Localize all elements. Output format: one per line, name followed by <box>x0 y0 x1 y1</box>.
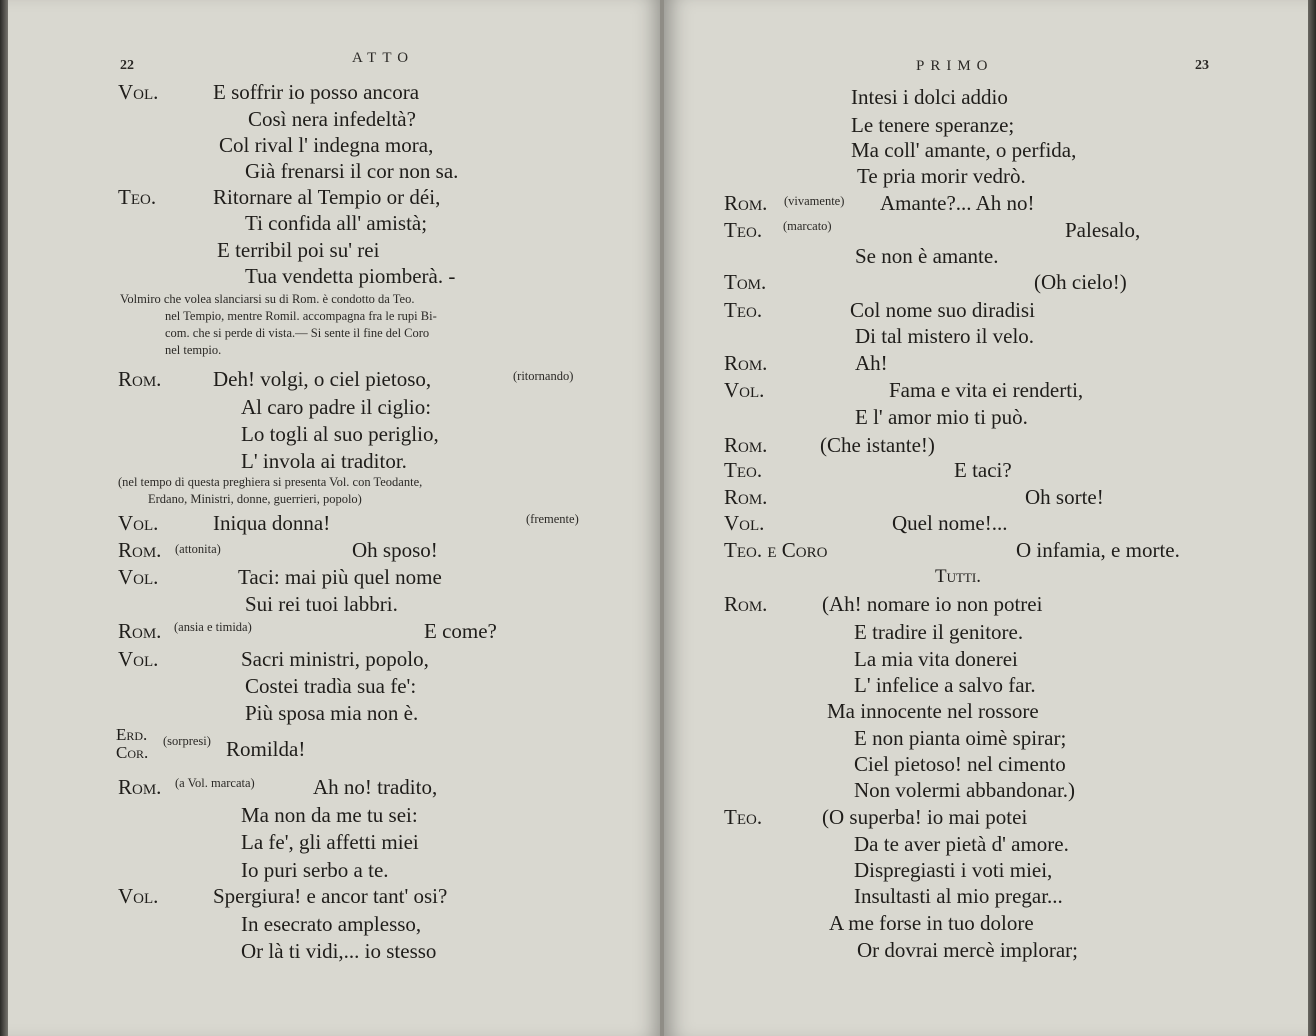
verse-line: (Ah! nomare io non potrei <box>822 592 1043 616</box>
right-page <box>664 0 1310 1036</box>
speaker: Teo. <box>724 458 763 482</box>
verse-line: A me forse in tuo dolore <box>829 911 1034 935</box>
verse-line: Fama e vita ei renderti, <box>889 378 1084 402</box>
page-number: 22 <box>120 58 134 73</box>
verse-line: Ciel pietoso! nel cimento <box>854 752 1066 776</box>
speaker: Vol. <box>724 511 765 535</box>
verse-line: Di tal mistero il velo. <box>855 324 1035 348</box>
verse-line: Costei tradìa sua fe': <box>245 674 417 698</box>
verse-line: Oh sposo! <box>352 538 438 562</box>
verse-line: (Oh cielo!) <box>1034 270 1127 294</box>
speaker: Cor. <box>116 743 149 762</box>
speaker: Rom. <box>724 433 768 457</box>
section-heading: Tutti. <box>935 566 981 587</box>
verse-line: Insultasti al mio pregar... <box>854 884 1063 908</box>
verse-line: Ritornare al Tempio or déi, <box>213 185 441 209</box>
stage-direction: (ritornando) <box>513 369 574 383</box>
verse-line: Da te aver pietà d' amore. <box>854 832 1069 856</box>
verse-line: Io puri serbo a te. <box>241 858 389 882</box>
verse-line: E non pianta oimè spirar; <box>854 726 1067 750</box>
verse-line: Lo togli al suo periglio, <box>241 422 439 446</box>
verse-line: Ma coll' amante, o perfida, <box>851 138 1077 162</box>
stage-direction: com. che si perde di vista.— Si sente il fine del Coro <box>165 326 430 340</box>
verse-line: Ma non da me tu sei: <box>241 803 418 827</box>
speaker: Teo. e Coro <box>724 538 828 562</box>
running-header: ATTO <box>352 50 415 66</box>
verse-line: Quel nome!... <box>892 511 1008 535</box>
verse-line: L' infelice a salvo far. <box>854 673 1036 697</box>
stage-direction: (vivamente) <box>784 194 845 208</box>
verse-line: Al caro padre il ciglio: <box>241 395 432 419</box>
verse-line: La fe', gli affetti miei <box>241 830 419 854</box>
speaker: Rom. <box>724 592 768 616</box>
speaker: Vol. <box>118 565 159 589</box>
speaker: Rom. <box>118 619 162 643</box>
left-page <box>8 0 662 1036</box>
verse-line: Se non è amante. <box>855 244 999 268</box>
speaker: Teo. <box>118 185 157 209</box>
verse-line: E soffrir io posso ancora <box>213 80 420 104</box>
verse-line: (Che istante!) <box>820 433 935 457</box>
verse-line: (O superba! io mai potei <box>822 805 1028 829</box>
verse-line: Te pria morir vedrò. <box>857 164 1026 188</box>
stage-direction: (fremente) <box>526 512 579 526</box>
speaker: Vol. <box>118 647 159 671</box>
verse-line: Sacri ministri, popolo, <box>241 647 429 671</box>
running-header: PRIMO <box>916 58 994 74</box>
verse-line: Ma innocente nel rossore <box>827 699 1039 723</box>
stage-direction: Volmiro che volea slanciarsi su di Rom. è condotto da Teo. <box>120 292 415 306</box>
speaker: Erd. <box>116 725 148 744</box>
stage-direction: (attonita) <box>175 542 221 556</box>
verse-line: In esecrato amplesso, <box>241 912 422 936</box>
verse-line: Palesalo, <box>1065 218 1141 242</box>
speaker: Rom. <box>724 351 768 375</box>
speaker: Vol. <box>118 80 159 104</box>
speaker: Rom. <box>118 538 162 562</box>
verse-line: Deh! volgi, o ciel pietoso, <box>213 367 432 391</box>
verse-line: E taci? <box>954 458 1012 482</box>
speaker: Rom. <box>724 191 768 215</box>
stage-direction: nel Tempio, mentre Romil. accompagna fra le rupi Bi- <box>165 309 437 323</box>
speaker: Rom. <box>118 775 162 799</box>
verse-line: Oh sorte! <box>1025 485 1104 509</box>
verse-line: La mia vita donerei <box>854 647 1018 671</box>
verse-line: Già frenarsi il cor non sa. <box>245 159 459 183</box>
verse-line: Col rival l' indegna mora, <box>219 133 434 157</box>
verse-line: E terribil poi su' rei <box>217 238 380 262</box>
verse-line: Col nome suo diradisi <box>850 298 1035 322</box>
verse-line: Intesi i dolci addio <box>851 85 1008 109</box>
verse-line: Sui rei tuoi labbri. <box>245 592 398 616</box>
verse-line: E l' amor mio ti può. <box>855 405 1028 429</box>
verse-line: Più sposa mia non è. <box>245 701 419 725</box>
book-edge-right <box>1308 0 1316 1036</box>
verse-line: E tradire il genitore. <box>854 620 1024 644</box>
verse-line: Così nera infedeltà? <box>248 107 416 131</box>
verse-line: Tua vendetta piomberà. - <box>245 264 456 288</box>
stage-direction: nel tempio. <box>165 343 222 357</box>
verse-line: Dispregiasti i voti miei, <box>854 858 1053 882</box>
verse-line: Non volermi abbandonar.) <box>854 778 1076 802</box>
speaker: Vol. <box>724 378 765 402</box>
verse-line: Taci: mai più quel nome <box>238 565 442 589</box>
speaker: Vol. <box>118 511 159 535</box>
verse-line: Le tenere speranze; <box>851 113 1015 137</box>
speaker: Teo. <box>724 805 763 829</box>
verse-line: Iniqua donna! <box>213 511 331 535</box>
verse-line: Or là ti vidi,... io stesso <box>241 939 437 963</box>
verse-line: Or dovrai mercè implorar; <box>857 938 1078 962</box>
verse-line: Spergiura! e ancor tant' osi? <box>213 884 448 908</box>
speaker: Vol. <box>118 884 159 908</box>
verse-line: Ah! <box>855 351 888 375</box>
stage-direction: (nel tempo di questa preghiera si presenta Vol. con Teodante, <box>118 475 423 489</box>
verse-line: O infamia, e morte. <box>1016 538 1180 562</box>
verse-line: L' invola ai traditor. <box>241 449 407 473</box>
verse-line: Romilda! <box>226 737 306 761</box>
speaker: Teo. <box>724 218 763 242</box>
verse-line: Ah no! tradito, <box>313 775 438 799</box>
speaker: Rom. <box>118 367 162 391</box>
speaker: Teo. <box>724 298 763 322</box>
stage-direction: (marcato) <box>783 219 832 233</box>
stage-direction: (ansia e timida) <box>174 620 252 634</box>
verse-line: Amante?... Ah no! <box>880 191 1035 215</box>
verse-line: Ti confida all' amistà; <box>245 211 428 235</box>
page-number: 23 <box>1195 58 1209 73</box>
stage-direction: (a Vol. marcata) <box>175 776 255 790</box>
speaker: Rom. <box>724 485 768 509</box>
verse-line: E come? <box>424 619 497 643</box>
stage-direction: Erdano, Ministri, donne, guerrieri, popolo) <box>148 492 362 506</box>
stage-direction: (sorpresi) <box>163 734 211 748</box>
speaker: Tom. <box>724 270 767 294</box>
